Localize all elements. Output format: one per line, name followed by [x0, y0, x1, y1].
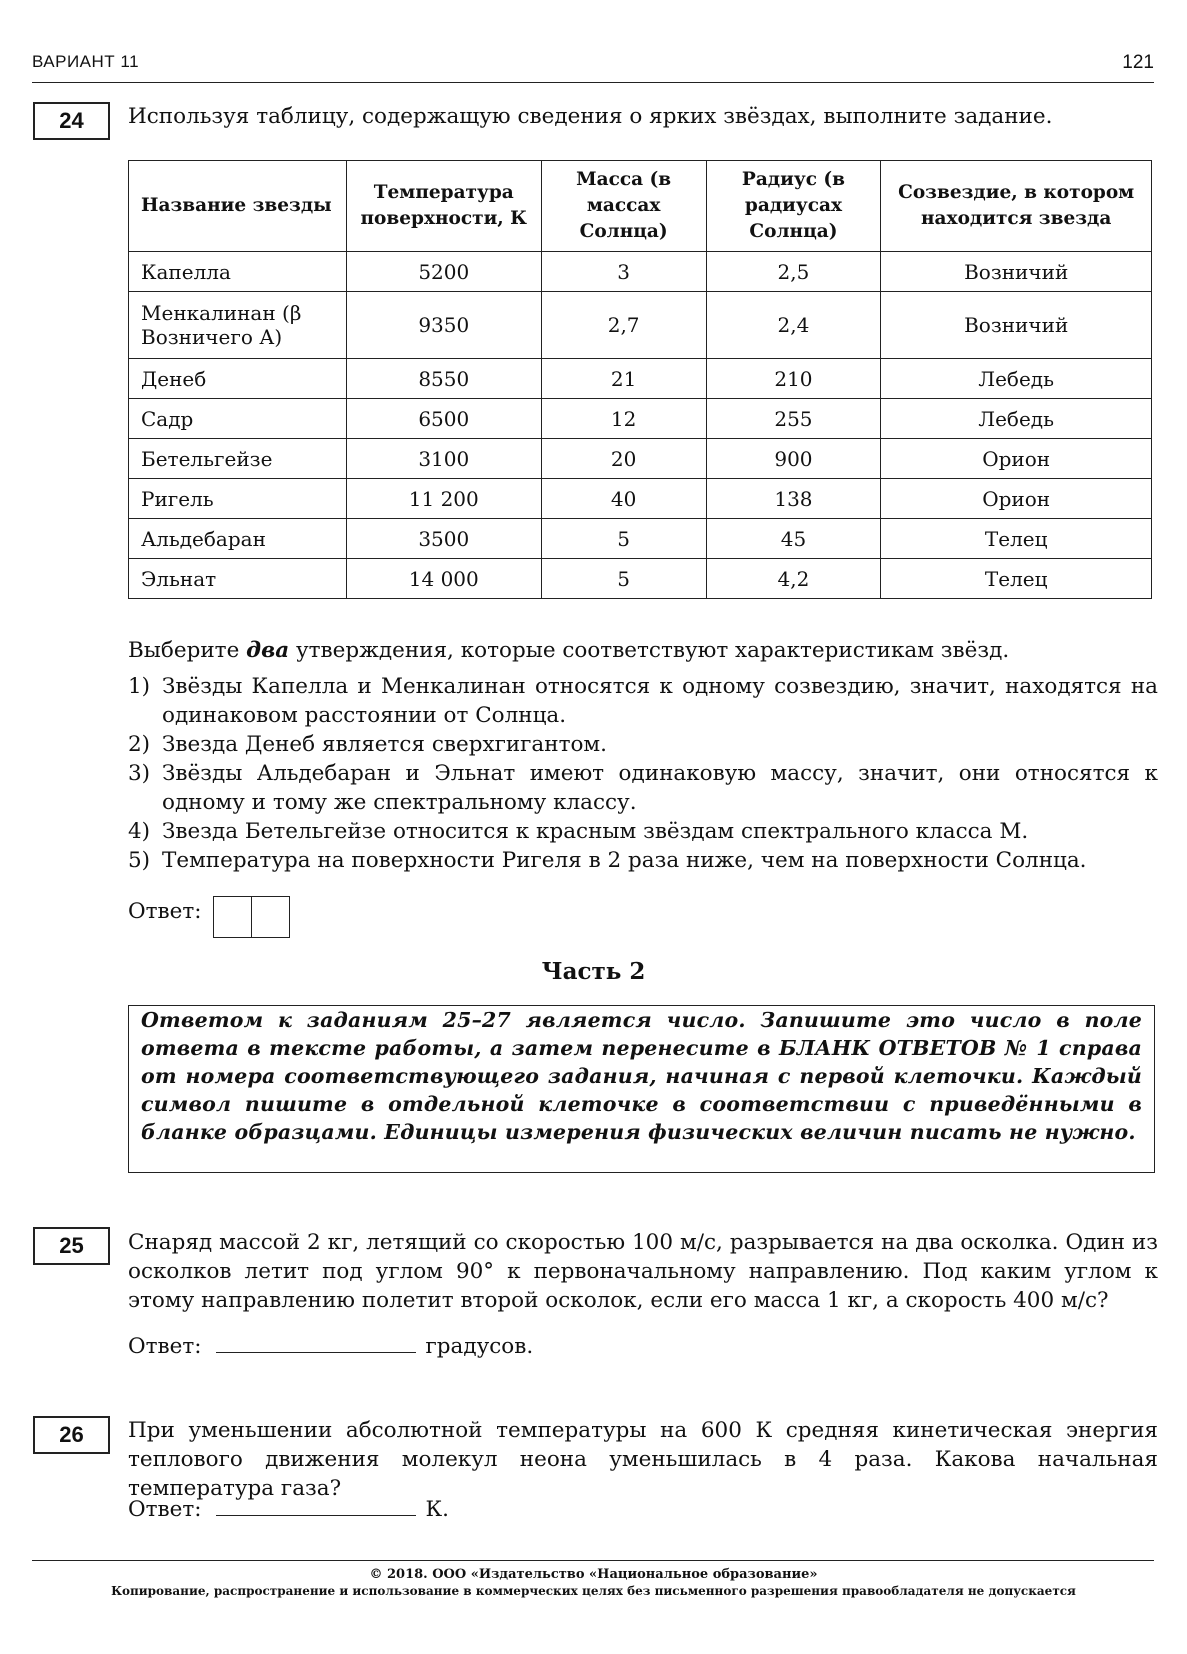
- prompt-emphasis: два: [246, 638, 290, 663]
- footer-copyright: © 2018. ООО «Издательство «Национальное образование»: [369, 1567, 818, 1582]
- table-cell: 14 000: [346, 559, 541, 599]
- table-row: [129, 479, 1152, 519]
- table-cell: 21: [541, 359, 706, 399]
- table-cell: 40: [541, 479, 706, 519]
- question-24-intro: Используя таблицу, содержащую сведения о ярких звёздах, выполните задание.: [128, 104, 1053, 129]
- table-cell: Капелла: [129, 252, 347, 292]
- table-cell: Бетельгейзе: [129, 439, 347, 479]
- part-2-title: Часть 2: [541, 958, 646, 985]
- table-cell: Телец: [881, 519, 1152, 559]
- option-text: Звезда Денеб является сверхгигантом.: [162, 732, 607, 757]
- footer-divider: [32, 1560, 1154, 1561]
- list-item: [128, 846, 1158, 875]
- table-cell: Альдебаран: [129, 519, 347, 559]
- question-25-answer-field[interactable]: [216, 1330, 416, 1353]
- question-26-number: 26: [33, 1416, 110, 1454]
- table-cell: Менкалинан (β Возничего А): [129, 292, 347, 359]
- prompt-text: Выберите: [128, 638, 247, 663]
- list-item: [128, 817, 1158, 846]
- table-cell: Садр: [129, 399, 347, 439]
- table-cell: Орион: [881, 479, 1152, 519]
- answer-label: Ответ:: [128, 1334, 202, 1359]
- list-item: [128, 672, 1158, 730]
- table-cell: 6500: [346, 399, 541, 439]
- option-number: 2): [128, 732, 151, 757]
- table-row: [129, 252, 1152, 292]
- answer-unit: градусов.: [425, 1334, 534, 1359]
- question-25-number: 25: [33, 1227, 110, 1265]
- stars-table: [128, 160, 1152, 599]
- table-cell: 5200: [346, 252, 541, 292]
- question-26-answer-row: [128, 1493, 449, 1524]
- option-text: Звезда Бетельгейзе относится к красным звёздам спектрального класса М.: [162, 819, 1029, 844]
- table-cell: 8550: [346, 359, 541, 399]
- prompt-text: утверждения, которые соответствуют характеристикам звёзд.: [289, 638, 1010, 663]
- table-cell: 2,7: [541, 292, 706, 359]
- table-cell: 900: [706, 439, 881, 479]
- option-number: 5): [128, 848, 151, 873]
- option-text: Звёзды Альдебаран и Эльнат имеют одинаковую массу, значит, они относятся к одному и тому же спектральному классу.: [162, 761, 1158, 815]
- question-24-answer-label: Ответ:: [128, 899, 202, 924]
- option-number: 1): [128, 674, 151, 699]
- question-26-text: При уменьшении абсолютной температуры на 600 К средняя кинетическая энергия теплового движения молекул неона уменьшилась в 4 раза. Какова начальная температура газа?: [128, 1418, 1158, 1501]
- column-header-radius: Радиус (в радиусах Солнца): [706, 161, 881, 252]
- table-cell: 20: [541, 439, 706, 479]
- table-row: [129, 292, 1152, 359]
- part-2-instructions: Ответом к заданиям 25–27 является число. Запишите это число в поле ответа в тексте работы, а затем перенесите в БЛАНК ОТВЕТОВ № 1 справа от номера соответствующего задания, начиная с первой клеточки. Каждый символ пишите в отдельной клеточке в соответствии с приведёнными в бланке образцами. Единицы измерения физических величин писать не нужно.: [141, 1008, 1142, 1144]
- table-cell: Возничий: [881, 252, 1152, 292]
- answer-cell[interactable]: [214, 897, 251, 937]
- answer-unit: К.: [425, 1497, 449, 1522]
- variant-label: ВАРИАНТ 11: [32, 52, 140, 71]
- column-header-name: Название звезды: [129, 161, 347, 252]
- table-cell: 3: [541, 252, 706, 292]
- option-number: 4): [128, 819, 151, 844]
- question-25-text: Снаряд массой 2 кг, летящий со скоростью 100 м/с, разрывается на два осколка. Один из осколков летит под углом 90° к первоначальному направлению. Под каким углом к этому направлению полетит второй осколок, если его масса 1 кг, а скорость 400 м/с?: [128, 1230, 1158, 1313]
- option-text: Звёзды Капелла и Менкалинан относятся к одному созвездию, значит, находятся на одинаковом расстоянии от Солнца.: [162, 674, 1158, 728]
- table-cell: 255: [706, 399, 881, 439]
- list-item: [128, 759, 1158, 817]
- table-row: [129, 439, 1152, 479]
- page-header: [32, 48, 1154, 83]
- table-cell: 5: [541, 519, 706, 559]
- table-row: [129, 559, 1152, 599]
- table-cell: 4,2: [706, 559, 881, 599]
- question-26-answer-field[interactable]: [216, 1493, 416, 1516]
- table-cell: 2,4: [706, 292, 881, 359]
- table-cell: Ригель: [129, 479, 347, 519]
- page-number: 121: [1122, 52, 1154, 73]
- column-header-temperature: Температура поверхности, К: [346, 161, 541, 252]
- answer-label: Ответ:: [128, 1497, 202, 1522]
- table-cell: 3100: [346, 439, 541, 479]
- table-cell: 3500: [346, 519, 541, 559]
- table-row: [129, 399, 1152, 439]
- table-cell: 9350: [346, 292, 541, 359]
- table-row: [129, 519, 1152, 559]
- table-cell: Лебедь: [881, 399, 1152, 439]
- table-cell: Эльнат: [129, 559, 347, 599]
- table-cell: Денеб: [129, 359, 347, 399]
- question-25-answer-row: [128, 1330, 533, 1361]
- table-cell: Орион: [881, 439, 1152, 479]
- question-24-options: [128, 672, 1158, 875]
- table-cell: 138: [706, 479, 881, 519]
- option-text: Температура на поверхности Ригеля в 2 раза ниже, чем на поверхности Солнца.: [162, 848, 1087, 873]
- table-cell: 2,5: [706, 252, 881, 292]
- column-header-mass: Масса (в массах Солнца): [541, 161, 706, 252]
- table-row: [129, 359, 1152, 399]
- table-cell: Лебедь: [881, 359, 1152, 399]
- footer-notice: Копирование, распространение и использование в коммерческих целях без письменного разрешения правообладателя не допускается: [111, 1584, 1076, 1598]
- table-cell: 210: [706, 359, 881, 399]
- table-cell: Телец: [881, 559, 1152, 599]
- question-24-number: 24: [33, 102, 110, 140]
- table-cell: 12: [541, 399, 706, 439]
- table-cell: 5: [541, 559, 706, 599]
- answer-cell[interactable]: [251, 897, 289, 937]
- option-number: 3): [128, 761, 151, 786]
- table-cell: Возничий: [881, 292, 1152, 359]
- question-24-answer-cells[interactable]: [213, 896, 290, 938]
- part-2-instructions-box: [128, 1005, 1155, 1173]
- table-cell: 11 200: [346, 479, 541, 519]
- question-24-select-prompt: [128, 636, 1158, 665]
- table-cell: 45: [706, 519, 881, 559]
- list-item: [128, 730, 1158, 759]
- table-header-row: [129, 161, 1152, 252]
- column-header-constellation: Созвездие, в котором находится звезда: [881, 161, 1152, 252]
